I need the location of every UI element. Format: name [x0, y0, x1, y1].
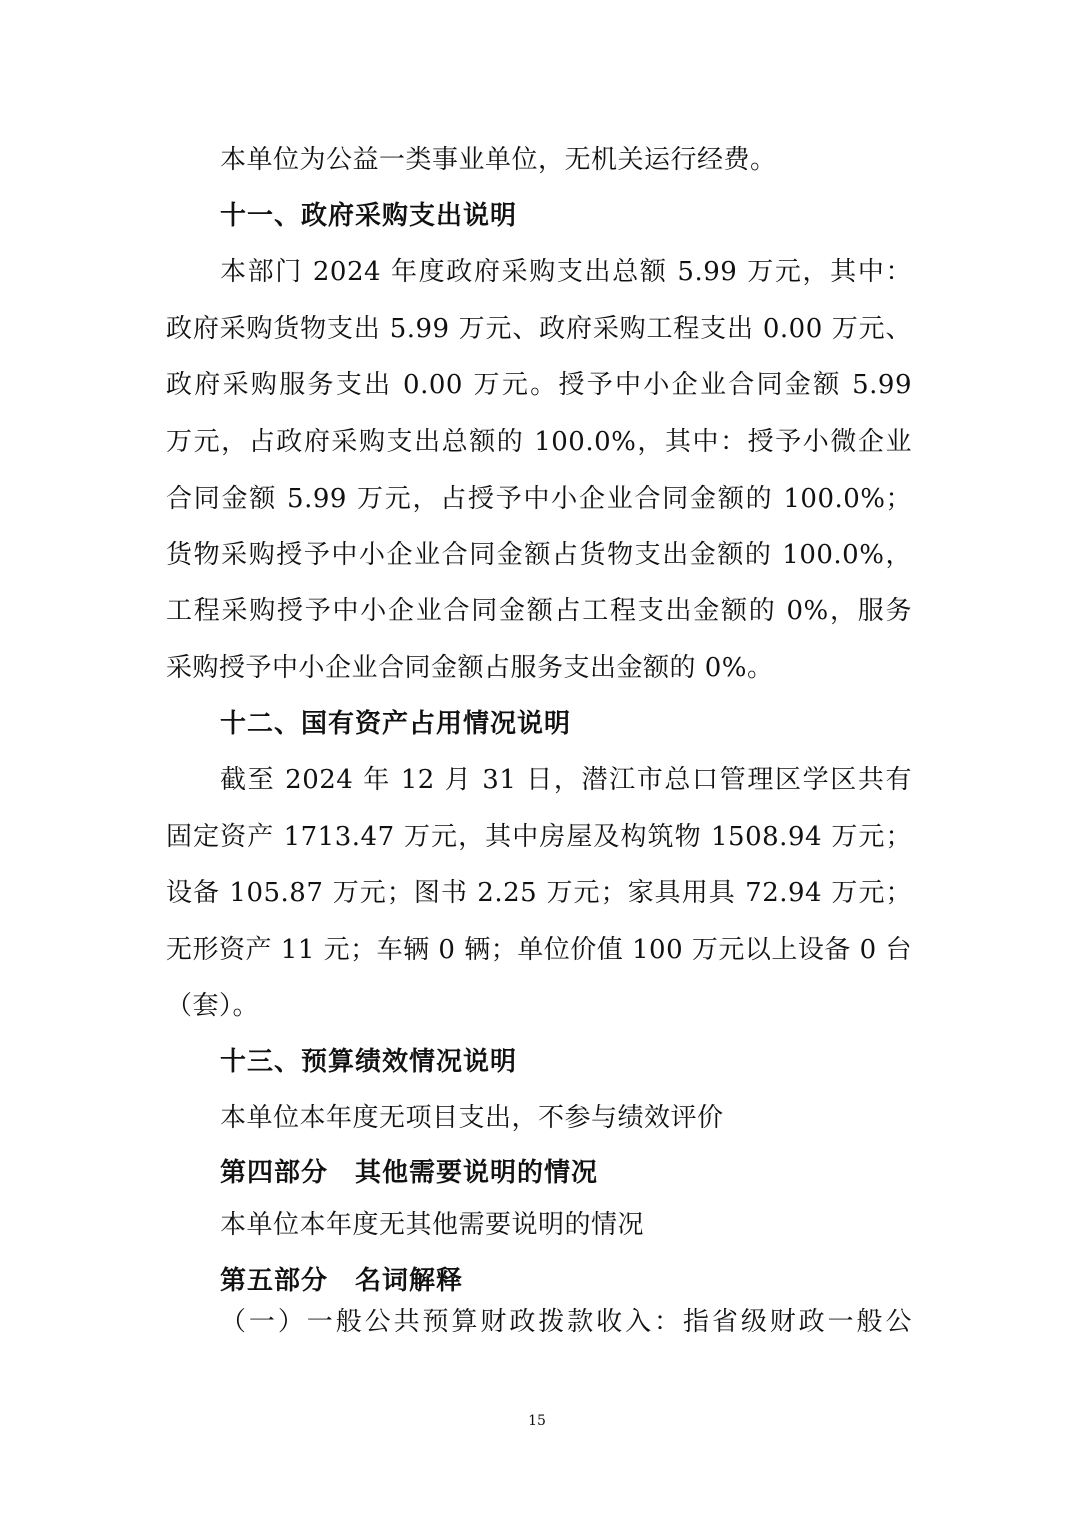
part-5-line: （一）一般公共预算财政拨款收入：指省级财政一般公 [220, 1307, 912, 1337]
page-number: 15 [528, 1413, 546, 1429]
section-11-line: 政府采购货物支出 5.99 万元、政府采购工程支出 0.00 万元、 [166, 314, 912, 344]
section-12-line: 无形资产 11 元；车辆 0 辆；单位价值 100 万元以上设备 0 台 [166, 935, 912, 965]
intro-paragraph-line: 本单位为公益一类事业单位，无机关运行经费。 [220, 145, 777, 175]
section-11-line: 工程采购授予中小企业合同金额占工程支出金额的 0%，服务 [166, 596, 912, 626]
section-11-line: 货物采购授予中小企业合同金额占货物支出金额的 100.0%， [166, 540, 912, 570]
section-12-line: （套）。 [166, 991, 260, 1021]
section-11-heading: 十一、政府采购支出说明 [220, 201, 518, 231]
part-4-line: 本单位本年度无其他需要说明的情况 [220, 1210, 645, 1240]
part-5-heading: 第五部分 名词解释 [220, 1266, 464, 1296]
section-11-line: 政府采购服务支出 0.00 万元。授予中小企业合同金额 5.99 [166, 370, 912, 400]
section-12-heading: 十二、国有资产占用情况说明 [220, 709, 572, 739]
section-12-line: 设备 105.87 万元；图书 2.25 万元；家具用具 72.94 万元； [166, 878, 912, 908]
section-11-line: 合同金额 5.99 万元，占授予中小企业合同金额的 100.0%； [166, 484, 912, 514]
section-11-line: 本部门 2024 年度政府采购支出总额 5.99 万元，其中： [220, 257, 912, 287]
section-13-heading: 十三、预算绩效情况说明 [220, 1047, 518, 1077]
section-12-line: 固定资产 1713.47 万元，其中房屋及构筑物 1508.94 万元； [166, 822, 912, 852]
section-12-line: 截至 2024 年 12 月 31 日，潜江市总口管理区学区共有 [220, 765, 912, 795]
section-11-line: 万元，占政府采购支出总额的 100.0%，其中：授予小微企业 [166, 427, 912, 457]
section-11-line: 采购授予中小企业合同金额占服务支出金额的 0%。 [166, 653, 774, 683]
section-13-line: 本单位本年度无项目支出，不参与绩效评价 [220, 1103, 724, 1133]
part-4-heading: 第四部分 其他需要说明的情况 [220, 1158, 599, 1188]
